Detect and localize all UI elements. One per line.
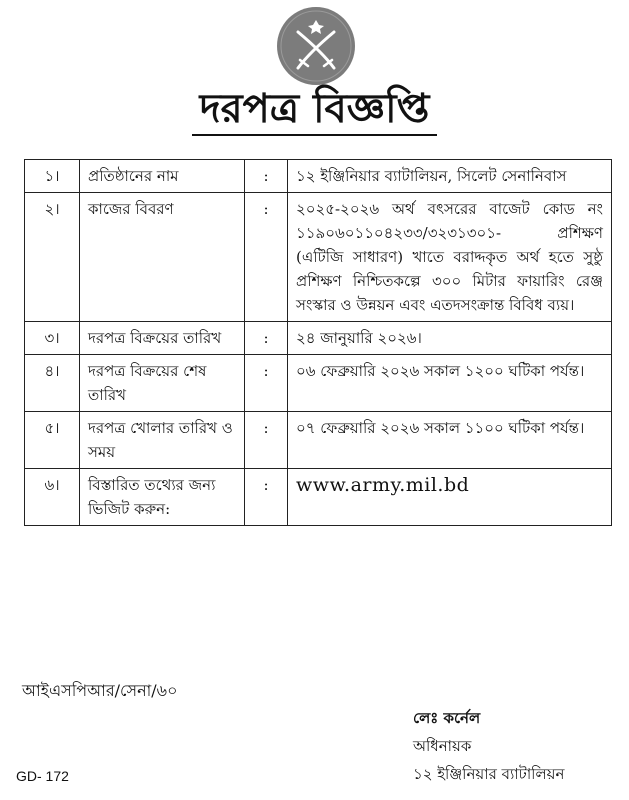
row-value: ২০২৫-২০২৬ অর্থ বৎসরের বাজেট কোড নং ১১৯০৬০১১০৪২৩৩/৩২৩১৩০১- প্রশিক্ষণ (এটিজি সাধারণ) খাতে বরাদ্দকৃত অর্থ হতে সুষ্ঠু প্রশিক্ষণ নিশ্চিতকল্পে ৩০০ মিটার ফায়ারিং রেঞ্জ সংস্কার ও উন্নয়ন এবং এতদসংক্রান্ত বিবিধ ব্যয়। [288,193,612,322]
row-value: ২৪ জানুয়ারি ২০২৬। [288,322,612,355]
row-colon: : [245,469,288,526]
row-colon: : [245,322,288,355]
website-link[interactable]: www.army.mil.bd [288,469,612,526]
row-value: ০৬ ফেব্রুয়ারি ২০২৬ সকাল ১২০০ ঘটিকা পর্যন্ত। [288,355,612,412]
signatory-rank: লেঃ কর্নেল [413,709,481,727]
notice-title-wrapper [0,86,629,136]
row-colon: : [245,160,288,193]
row-number: ১। [25,160,80,193]
row-value: ০৭ ফেব্রুয়ারি ২০২৬ সকাল ১১০০ ঘটিকা পর্যন্ত। [288,412,612,469]
signature-block [413,704,564,788]
table-row [25,322,612,355]
row-number: ২। [25,193,80,322]
row-colon: : [245,355,288,412]
table-row [25,160,612,193]
row-label: দরপত্র বিক্রয়ের শেষ তারিখ [80,355,245,412]
row-number: ৬। [25,469,80,526]
row-colon: : [245,412,288,469]
row-value: ১২ ইঞ্জিনিয়ার ব্যাটালিয়ন, সিলেট সেনানিবাস [288,160,612,193]
row-number: ৪। [25,355,80,412]
row-label: বিস্তারিত তথ্যের জন্য ভিজিট করুন: [80,469,245,526]
row-number: ৩। [25,322,80,355]
notice-title: দরপত্র বিজ্ঞপ্তি [192,86,438,136]
row-label: কাজের বিবরণ [80,193,245,322]
table-row [25,469,612,526]
army-emblem-icon [276,6,356,86]
table-row [25,355,612,412]
table-row [25,412,612,469]
row-label: দরপত্র বিক্রয়ের তারিখ [80,322,245,355]
table-row [25,193,612,322]
row-label: প্রতিষ্ঠানের নাম [80,160,245,193]
row-number: ৫। [25,412,80,469]
signatory-unit: ১২ ইঞ্জিনিয়ার ব্যাটালিয়ন [413,765,565,783]
row-colon: : [245,193,288,322]
reference-number: আইএসপিআর/সেনা/৬০ [22,681,178,700]
row-label: দরপত্র খোলার তারিখ ও সময় [80,412,245,469]
gd-code: GD- 172 [16,768,69,784]
tender-details-table [24,159,612,526]
signatory-designation: অধিনায়ক [413,737,472,755]
